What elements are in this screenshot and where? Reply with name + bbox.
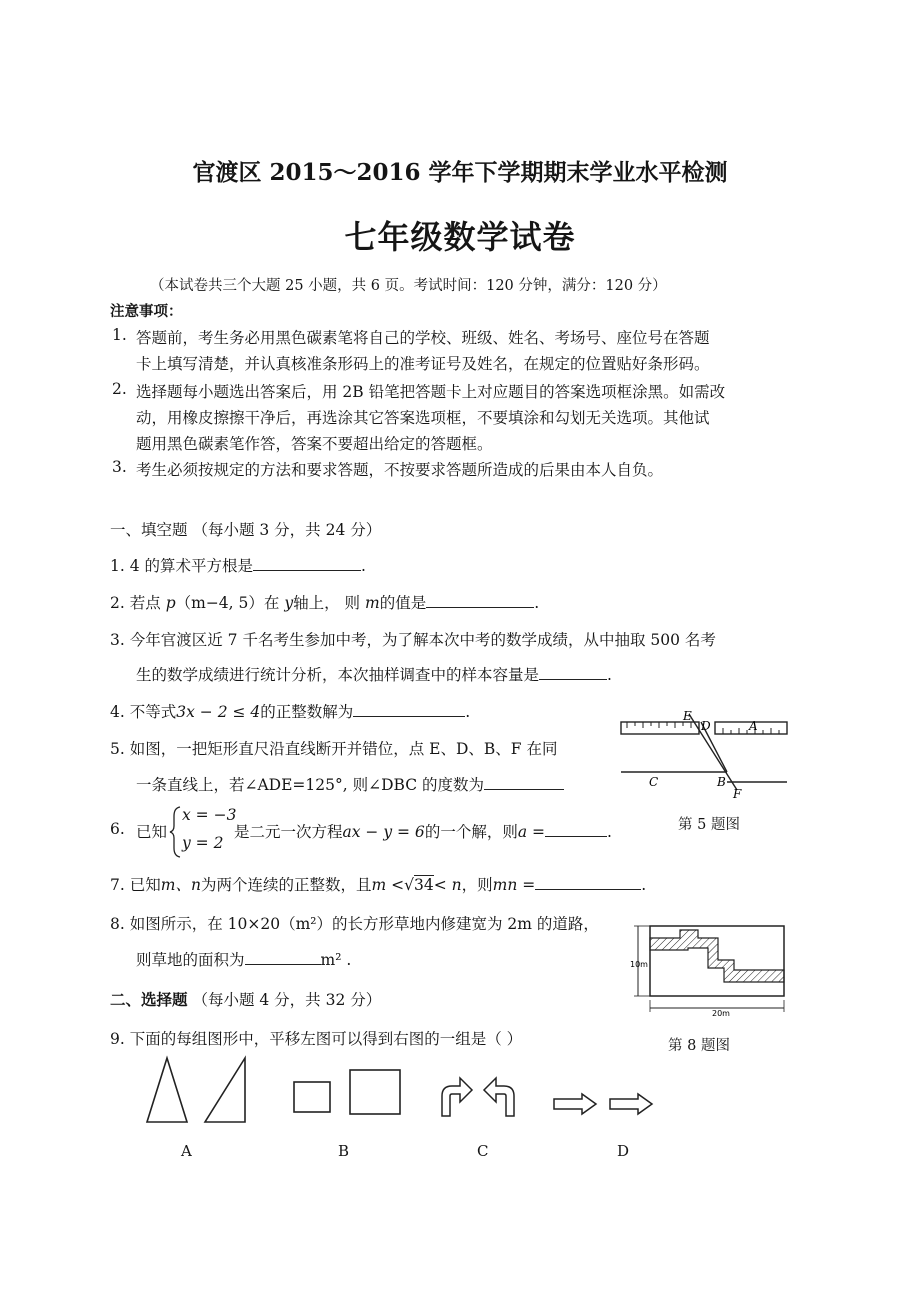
line-ef	[689, 714, 737, 790]
figure-5-ruler-diagram	[615, 708, 795, 800]
q6-answer-blank[interactable]	[545, 820, 607, 837]
q4-inequality: 3x − 2 ≤ 4	[176, 703, 261, 721]
q7-ineq-left: m <	[371, 876, 405, 894]
section2-score: （每小题 4 分，共 32 分）	[192, 991, 382, 1009]
option-a-label[interactable]: A	[181, 1142, 192, 1160]
q3-tail: .	[607, 666, 612, 684]
q1-number: 1.	[110, 557, 125, 575]
question-3-line-2	[136, 663, 612, 685]
question-8-line-1	[110, 912, 599, 934]
turn-left-arrow-icon	[484, 1078, 514, 1116]
q3-answer-blank[interactable]	[539, 663, 607, 680]
note-2-line-1: 选择题每小题选出答案后，用 2B 铅笔把答题卡上对应题目的答案选项框涂黑。如需改	[136, 383, 726, 401]
exam-info: （本试卷共三个大题 25 小题，共 6 页。考试时间：120 分钟，满分：120 分）	[150, 278, 667, 294]
section1-title: 一、填空题	[110, 521, 188, 539]
q8-unit: m²	[320, 951, 342, 969]
figure-8-lawn-diagram	[628, 920, 788, 1020]
right-arrow-icon-2	[610, 1094, 652, 1114]
q6-variable: a =	[517, 823, 545, 841]
q2-coords: （m−4, 5）	[175, 594, 264, 612]
question-3-line-1	[110, 628, 716, 650]
q8-answer-blank[interactable]	[245, 948, 321, 965]
q2-point: p	[165, 594, 176, 612]
q7-radicand: 34	[413, 876, 434, 894]
road-hatched	[650, 930, 784, 982]
paper-subtitle: 七年级数学试卷	[344, 218, 576, 256]
note-1-line-2: 卡上填写清楚，并认真核准条形码上的准考证号及姓名，在规定的位置贴好条形码。	[136, 355, 710, 373]
exam-title: 官渡区 2015～2016 学年下学期期末学业水平检测	[192, 159, 728, 186]
label-d: D	[701, 719, 711, 733]
question-1	[110, 554, 366, 576]
note-2-line-2: 动，用橡皮擦擦干净后，再选涂其它答案选项框，不要填涂和勾划无关选项。其他试	[136, 409, 710, 427]
q7-mid: 为两个连续的正整数，且	[200, 876, 372, 894]
q8-text-line-1: 如图所示，在 10×20（m²）的长方形草地内修建宽为 2m 的道路，	[129, 915, 599, 933]
right-triangle-icon	[205, 1058, 245, 1122]
note-1-line-1: 答题前，考生务必用黑色碳素笔将自己的学校、班级、姓名、考场号、座位号在答题	[136, 329, 710, 347]
option-d-label[interactable]: D	[617, 1142, 630, 1160]
small-square-icon	[294, 1082, 330, 1112]
section2-title: 二、选择题	[110, 990, 188, 1009]
q1-answer-blank[interactable]	[253, 554, 361, 571]
label-b: B	[717, 775, 726, 789]
q6-pre: 已知	[136, 823, 168, 841]
q2-axis: y	[284, 594, 294, 612]
isosceles-triangle-icon	[147, 1058, 187, 1122]
q8-number: 8.	[110, 915, 125, 933]
q2-post: 的值是	[379, 594, 427, 612]
question-2	[110, 591, 539, 613]
q5-text-line-1: 如图，一把矩形直尺沿直线断开并错位，点 E、D、B、F 在同	[129, 740, 558, 758]
sqrt-icon: √	[404, 876, 414, 894]
width-label: 20m	[712, 1009, 730, 1018]
option-d-figure[interactable]	[552, 1092, 658, 1116]
question-8-line-2	[136, 948, 351, 970]
q2-tail: .	[534, 594, 540, 612]
label-e: E	[683, 709, 692, 723]
question-5-line-1	[110, 737, 557, 759]
q6-post: 的一个解，则	[424, 823, 518, 841]
option-c-label[interactable]: C	[477, 1142, 489, 1160]
q6-brace-icon	[170, 806, 182, 858]
q6-equation-2: y = 2	[182, 834, 224, 852]
q1-tail: .	[361, 557, 366, 575]
option-b-label[interactable]: B	[338, 1142, 350, 1160]
q4-post: 的正整数解为	[260, 703, 354, 721]
note-3-number: 3.	[112, 458, 127, 476]
option-c-figure[interactable]	[436, 1074, 522, 1120]
q2-mid2: 轴上， 则	[293, 594, 361, 612]
q8-tail: .	[346, 951, 352, 969]
q6-mid: 是二元一次方程	[234, 823, 343, 841]
q7-answer-blank[interactable]	[535, 873, 641, 890]
q9-text: 下面的每组图形中，平移左图可以得到右图的一组是（ ）	[129, 1030, 523, 1048]
question-4	[110, 700, 470, 722]
question-7	[110, 873, 646, 895]
question-6-rest	[234, 820, 612, 842]
figure-8-caption: 第 8 题图	[668, 1038, 730, 1054]
q2-answer-blank[interactable]	[426, 591, 534, 608]
q7-number: 7.	[110, 876, 125, 894]
q7-ineq-right: < n	[433, 876, 462, 894]
note-3-line-1: 考生必须按规定的方法和要求答题，不按要求答题所造成的后果由本人自负。	[136, 461, 664, 479]
q2-number: 2.	[110, 594, 125, 612]
q9-number: 9.	[110, 1030, 125, 1048]
section2-heading	[110, 988, 381, 1010]
note-1-number: 1.	[112, 326, 127, 344]
q7-vars: m、n	[160, 876, 201, 894]
q8-text-line-2: 则草地的面积为	[136, 951, 245, 969]
q2-pre: 若点	[129, 594, 161, 612]
q4-pre: 不等式	[129, 703, 177, 721]
q1-text: 4 的算术平方根是	[129, 557, 254, 575]
label-c: C	[649, 775, 659, 789]
q5-text-line-2: 一条直线上，若∠ADE=125°, 则∠DBC 的度数为	[136, 776, 484, 794]
question-9	[110, 1027, 522, 1049]
q3-text-line-1: 今年官渡区近 7 千名考生参加中考，为了解本次中考的数学成绩，从中抽取 500 名考	[129, 631, 716, 649]
q3-number: 3.	[110, 631, 125, 649]
q4-answer-blank[interactable]	[353, 700, 465, 717]
turn-right-arrow-icon	[442, 1078, 472, 1116]
note-2-line-3: 题用黑色碳素笔作答，答案不要超出给定的答题框。	[136, 435, 493, 453]
ruler-upper-left	[621, 722, 699, 734]
q6-tail: .	[606, 823, 612, 841]
q2-variable: m	[364, 594, 380, 612]
question-5-line-2	[136, 773, 564, 795]
notes-heading: 注意事项：	[110, 303, 183, 320]
right-arrow-icon-1	[554, 1094, 596, 1114]
option-a-figure[interactable]	[143, 1056, 253, 1126]
large-square-icon	[350, 1070, 400, 1114]
height-label: 10m	[630, 960, 648, 969]
label-a: A	[749, 719, 758, 733]
q7-pre: 已知	[129, 876, 161, 894]
q3-text-line-2: 生的数学成绩进行统计分析，本次抽样调查中的样本容量是	[136, 666, 540, 684]
q7-post: ，则	[461, 876, 493, 894]
q4-tail: .	[465, 703, 471, 721]
section1-heading	[110, 518, 381, 540]
q5-answer-blank[interactable]	[484, 773, 564, 790]
q7-ask: mn =	[492, 876, 536, 894]
section1-score: （每小题 3 分，共 24 分）	[192, 521, 382, 539]
question-6-number: 6.	[110, 820, 125, 838]
label-f: F	[733, 787, 742, 801]
q2-mid: 在	[263, 594, 280, 612]
q6-equation: ax − y = 6	[342, 823, 425, 841]
q5-number: 5.	[110, 740, 125, 758]
q7-tail: .	[641, 876, 647, 894]
q6-equation-1: x = −3	[182, 806, 237, 824]
figure-5-caption: 第 5 题图	[678, 817, 740, 833]
note-2-number: 2.	[112, 380, 127, 398]
option-b-figure[interactable]	[292, 1068, 404, 1118]
q4-number: 4.	[110, 703, 125, 721]
